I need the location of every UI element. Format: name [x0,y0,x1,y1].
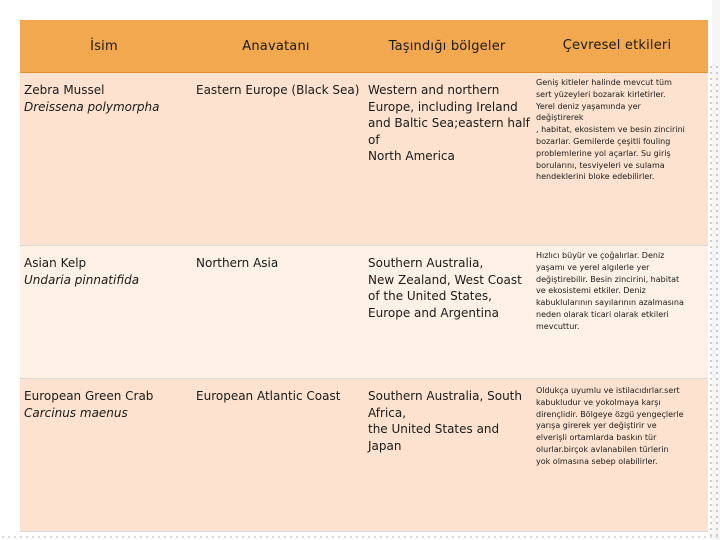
regions-cell [364,73,534,245]
regions-line: and Baltic Sea;eastern half [368,116,530,130]
impact-line: sert yüzeyleri bozarak kirletirler. [536,89,666,99]
table-header [20,20,708,73]
impact-line: kabuklularının sayılarının azalmasına [536,298,684,308]
species-table [20,20,708,532]
impact-cell [534,379,708,531]
impact-line: Geniş kitleler halinde mevcut tüm [536,78,672,87]
regions-line: New Zealand, West Coast [368,272,522,287]
regions-line: Southern Australia, [368,256,484,270]
impact-line: değiştirebilir. Besin zincirini, habitat [536,274,680,284]
species-name: European Green Crab [24,389,154,403]
species-latin-name: Dreissena polymorpha [24,99,160,114]
impact-line: neden olarak ticari olarak etkileri [536,309,669,319]
regions-line: Western and northern [368,83,500,97]
impact-line: , habitat, ekosistem ve besin zincirini [536,125,685,135]
impact-line: yok olmasına sebep olabilirler. [536,456,658,466]
species-name: Zebra Mussel [24,83,105,97]
impact-line: değiştirerek [536,113,584,123]
impact-line: kabukludur ve yokolmaya karşı [536,397,661,407]
origin-text: Eastern Europe (Black Sea) [196,83,360,97]
table-row [20,73,708,246]
impact-line: hendeklerini bloke edebilirler. [536,172,655,182]
species-name: Asian Kelp [24,256,87,270]
species-name-cell [20,246,192,378]
header-regions: Taşındığı bölgeler [388,38,506,54]
origin-cell [192,73,364,245]
decorative-dot-pattern [708,64,720,540]
table-row [20,246,708,379]
origin-cell [192,379,364,531]
regions-cell [364,246,534,378]
regions-line: of [368,132,380,147]
impact-line: dirençlidir. Bölgeye özgü yengeçlerle [536,409,684,419]
regions-line: Europe, including Ireland [368,99,518,114]
header-impact: Çevresel etkileri [562,38,672,54]
impact-line: olurlar.birçok avlanabilen türlerin [536,444,669,454]
impact-line: yaşamı ve yerel algılerle yer [536,262,650,272]
impact-line: yarışa girerek yer değiştirir ve [536,421,657,431]
decorative-bottom-dots [0,534,720,540]
regions-line: North America [368,149,455,163]
regions-line: Japan [368,438,402,453]
species-name-cell [20,379,192,531]
regions-cell [364,379,534,531]
impact-line: Yerel deniz yaşamında yer [536,101,641,111]
origin-text: European Atlantic Coast [196,389,341,403]
impact-line: bozarlar. Gemilerde çeşitli fouling [536,136,671,146]
impact-cell [534,246,708,378]
impact-line: problemlerine yol açarlar. Su giriş [536,148,671,158]
origin-cell [192,246,364,378]
species-name-cell [20,73,192,245]
table-row [20,379,708,532]
regions-line: the United States and [368,422,500,436]
impact-line: mevcuttur. [536,321,580,331]
origin-text: Northern Asia [196,256,279,270]
species-latin-name: Carcinus maenus [24,405,128,420]
regions-line: Africa, [368,405,407,420]
regions-line: of the United States, [368,289,492,303]
regions-line: Europe and Argentina [368,305,499,320]
header-name: İsim [90,38,118,54]
impact-line: ve ekosistemi etkiler. Deniz [536,286,646,296]
impact-line: borularını, tesviyeleri ve sulama [536,160,665,170]
impact-line: Hızlıcı büyür ve çoğalırlar. Deniz [536,251,665,260]
impact-line: Oldukça uyumlu ve istilacıdırlar.sert [536,386,680,395]
impact-line: elverişli ortamlarda baskın tür [536,433,657,443]
regions-line: Southern Australia, South [368,389,522,403]
impact-cell [534,73,708,245]
species-latin-name: Undaria pinnatifida [24,272,140,287]
header-origin: Anavatanı [242,38,310,54]
